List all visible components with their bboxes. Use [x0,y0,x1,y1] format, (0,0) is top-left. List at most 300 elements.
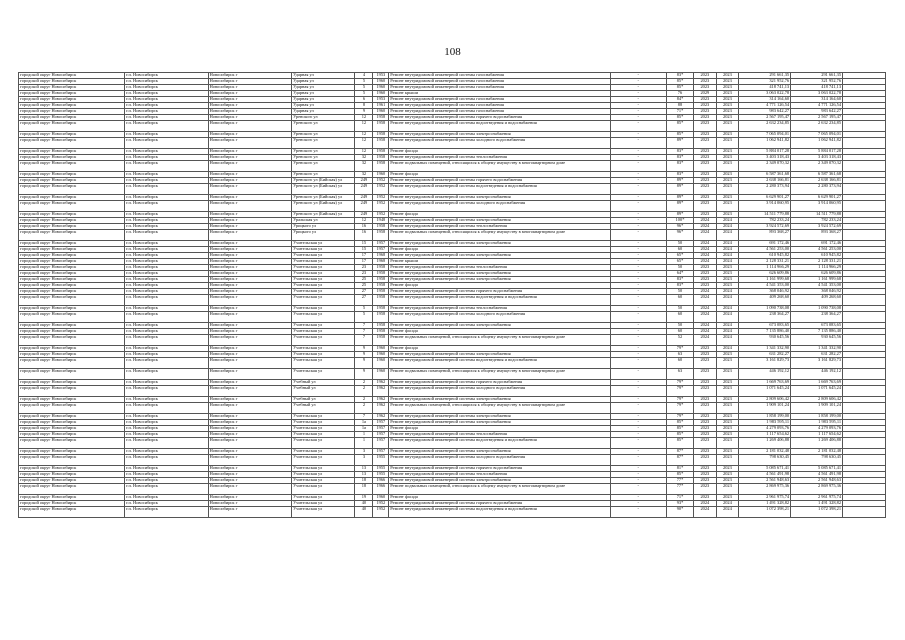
cost-total-cell: 1 983 595,11 [739,420,791,426]
year-end-cell: 2023 [716,109,739,115]
table-row [19,455,886,466]
settlement-cell: г.п. Новосибирск [125,432,209,438]
house-cell: 7 [355,414,373,420]
cost-fund-cell: 3 914 060,95 [791,201,843,212]
year-built-cell: 1958 [373,265,389,271]
wear-cell: 93* [666,501,693,507]
house-cell: 23 [355,271,373,277]
cost-total-cell: 5 085 671,41 [739,466,791,472]
year-built-cell: 1962 [373,380,389,386]
municipality-cell: городской округ Новосибирск [19,295,125,306]
year-end-cell: 2024 [716,224,739,230]
year-end-cell: 2024 [716,253,739,259]
year-built-cell: 1962 [373,386,389,397]
year-start-cell: 2023 [694,103,717,109]
locality-cell: Новосибирск г [208,115,292,121]
work-type-cell: Ремонт фасада [389,495,610,501]
locality-cell: Новосибирск г [208,346,292,352]
extra-cell [843,295,886,306]
work-type-cell: Ремонт внутридомовой инженерной системы газоснабжения [389,109,610,115]
wear-cell: 79* [666,397,693,403]
cost-fund-cell: 6 587 361,68 [791,172,843,178]
cost-fund-cell: 291 661,35 [791,73,843,79]
work-type-cell: Ремонт внутридомовой инженерной системы горячего водоснабжения [389,115,610,121]
dash-cell: - [610,466,666,472]
year-start-cell: 2023 [694,403,717,414]
dash-cell: - [610,507,666,518]
extra-cell [843,184,886,195]
dash-cell: - [610,230,666,241]
year-end-cell: 2023 [716,195,739,201]
municipality-cell: городской округ Новосибирск [19,414,125,420]
settlement-cell: г.п. Новосибирск [125,289,209,295]
cost-total-cell: 1 114 966,29 [739,265,791,271]
cost-total-cell: 4 561 253,00 [739,247,791,253]
street-cell: Учительская ул [292,478,355,484]
year-start-cell: 2023 [694,195,717,201]
street-cell: Учебный ул [292,403,355,414]
work-type-cell: Ремонт внутридомовой инженерной системы теплоснабжения [389,432,610,438]
year-built-cell: 1958 [373,230,389,241]
street-cell: Учительская ул [292,352,355,358]
house-cell: 5 [355,85,373,91]
work-type-cell: Ремонт внутридомовой инженерной системы холодного водоснабжения [389,138,610,149]
year-start-cell: 2024 [694,289,717,295]
wear-cell: 85* [666,438,693,449]
settlement-cell: г.п. Новосибирск [125,259,209,265]
house-cell: 27 [355,295,373,306]
cost-fund-cell: 4 561 253,00 [791,247,843,253]
locality-cell: Новосибирск г [208,103,292,109]
locality-cell: Новосибирск г [208,449,292,455]
cost-fund-cell: 4 561 491,98 [791,472,843,478]
extra-cell [843,121,886,132]
year-built-cell: 1961 [373,103,389,109]
dash-cell: - [610,397,666,403]
year-built-cell: 1968 [373,259,389,265]
wear-cell: 79* [666,386,693,397]
house-cell: 27 [355,289,373,295]
year-start-cell: 2024 [694,501,717,507]
cost-fund-cell: 418 741,13 [791,85,843,91]
year-built-cell: 1955 [373,472,389,478]
year-built-cell: 1957 [373,247,389,253]
work-type-cell: Ремонт внутридомовой инженерной системы газоснабжения [389,97,610,103]
wear-cell: 89* [666,212,693,218]
year-start-cell: 2023 [694,184,717,195]
settlement-cell: г.п. Новосибирск [125,97,209,103]
year-end-cell: 2023 [716,455,739,466]
extra-cell [843,455,886,466]
year-start-cell: 2023 [694,495,717,501]
settlement-cell: г.п. Новосибирск [125,277,209,283]
dash-cell: - [610,438,666,449]
locality-cell: Новосибирск г [208,386,292,397]
locality-cell: Новосибирск г [208,466,292,472]
work-type-cell: Ремонт подвальных помещений, относящихся к общему имуществу в многоквартирном доме [389,403,610,414]
cost-total-cell: 1 072 398,21 [739,507,791,518]
cost-fund-cell: 1 909 101,24 [791,403,843,414]
cost-total-cell: 691 172,46 [739,241,791,247]
work-type-cell: Ремонт внутридомовой инженерной системы холодного водоснабжения [389,201,610,212]
settlement-cell: г.п. Новосибирск [125,403,209,414]
year-end-cell: 2023 [716,472,739,478]
street-cell: Учительская ул [292,369,355,380]
settlement-cell: г.п. Новосибирск [125,438,209,449]
year-start-cell: 2023 [694,426,717,432]
cost-total-cell: 3 403 318,43 [739,155,791,161]
year-built-cell: 1966 [373,478,389,484]
dash-cell: - [610,335,666,346]
work-type-cell: Ремонт внутридомовой инженерной системы электроснабжения [389,414,610,420]
settlement-cell: г.п. Новосибирск [125,85,209,91]
street-cell: Учительская ул [292,426,355,432]
settlement-cell: г.п. Новосибирск [125,218,209,224]
work-type-cell: Ремонт внутридомовой инженерной системы водоотведения и водоснабжения [389,121,610,132]
cost-total-cell: 7 135 886,40 [739,329,791,335]
locality-cell: Новосибирск г [208,91,292,97]
cost-fund-cell: 2 181 032,48 [791,449,843,455]
municipality-cell: городской округ Новосибирск [19,97,125,103]
locality-cell: Новосибирск г [208,277,292,283]
year-built-cell: 1958 [373,224,389,230]
cost-total-cell: 983 642,27 [739,109,791,115]
locality-cell: Новосибирск г [208,403,292,414]
year-start-cell: 2024 [694,241,717,247]
year-start-cell: 2023 [694,478,717,484]
settlement-cell: г.п. Новосибирск [125,323,209,329]
street-cell: Учительская ул [292,271,355,277]
wear-cell: 85* [666,420,693,426]
cost-total-cell: 409 268,60 [739,295,791,306]
year-end-cell: 2023 [716,91,739,97]
settlement-cell: г.п. Новосибирск [125,271,209,277]
municipality-cell: городской округ Новосибирск [19,426,125,432]
year-built-cell: 1952 [373,212,389,218]
cost-total-cell: 3 914 060,95 [739,201,791,212]
cost-total-cell: 798 630,45 [739,455,791,466]
cost-fund-cell: 2 561 948,63 [791,478,843,484]
year-end-cell: 2024 [716,259,739,265]
year-end-cell: 2023 [716,484,739,495]
dash-cell: - [610,478,666,484]
settlement-cell: г.п. Новосибирск [125,484,209,495]
dash-cell: - [610,121,666,132]
cost-total-cell: 893 368,27 [739,230,791,241]
settlement-cell: г.п. Новосибирск [125,466,209,472]
work-type-cell: Ремонт внутридомовой инженерной системы водоотведения и водоснабжения [389,507,610,518]
year-start-cell: 2023 [694,369,717,380]
settlement-cell: г.п. Новосибирск [125,172,209,178]
year-start-cell: 2023 [694,432,717,438]
cost-fund-cell: 1 491 328,82 [791,501,843,507]
house-cell: 7 [355,329,373,335]
cost-total-cell: 2 632 234,85 [739,121,791,132]
house-cell: 13 [355,466,373,472]
year-start-cell: 2023 [694,346,717,352]
wear-cell: 89* [666,201,693,212]
municipality-cell: городской округ Новосибирск [19,329,125,335]
year-built-cell: 1960 [373,358,389,369]
cost-fund-cell: 2 632 234,85 [791,121,843,132]
year-start-cell: 2024 [694,295,717,306]
year-end-cell: 2023 [716,271,739,277]
work-type-cell: Ремонт внутридомовой инженерной системы электроснабжения [389,449,610,455]
wear-cell: 89* [666,138,693,149]
extra-cell [843,161,886,172]
dash-cell: - [610,501,666,507]
year-built-cell: 1953 [373,97,389,103]
table-row [19,312,886,323]
house-cell: 17 [355,253,373,259]
year-end-cell: 2023 [716,380,739,386]
street-cell: Учительская ул [292,329,355,335]
table-row [19,358,886,369]
house-cell: 249 [355,195,373,201]
municipality-cell: городской округ Новосибирск [19,138,125,149]
cost-fund-cell: 3 403 318,43 [791,155,843,161]
year-end-cell: 2024 [716,335,739,346]
cost-total-cell: 3 063 022,78 [739,91,791,97]
year-start-cell: 2023 [694,178,717,184]
locality-cell: Новосибирск г [208,484,292,495]
municipality-cell: городской округ Новосибирск [19,358,125,369]
street-cell: Учительская ул [292,323,355,329]
settlement-cell: г.п. Новосибирск [125,201,209,212]
wear-cell: 89* [666,178,693,184]
wear-cell: 83* [666,155,693,161]
municipality-cell: городской округ Новосибирск [19,253,125,259]
extra-cell [843,230,886,241]
year-built-cell: 1955 [373,466,389,472]
municipality-cell: городской округ Новосибирск [19,403,125,414]
cost-fund-cell: 1 858 199,00 [791,414,843,420]
wear-cell: 83* [666,161,693,172]
year-end-cell: 2023 [716,495,739,501]
street-cell: Ударная ул [292,85,355,91]
year-end-cell: 2024 [716,247,739,253]
cost-total-cell: 6 629 901,27 [739,195,791,201]
cost-total-cell: 1 090 738,08 [739,306,791,312]
municipality-cell: городской округ Новосибирск [19,115,125,121]
municipality-cell: городской округ Новосибирск [19,420,125,426]
house-cell: 1а [355,426,373,432]
cost-fund-cell: 610 945,82 [791,253,843,259]
wear-cell: 71* [666,109,693,115]
year-end-cell: 2024 [716,289,739,295]
settlement-cell: г.п. Новосибирск [125,414,209,420]
house-cell: 12 [355,132,373,138]
cost-total-cell: 1 269 406,88 [739,438,791,449]
dash-cell: - [610,306,666,312]
dash-cell: - [610,184,666,195]
work-type-cell: Ремонт внутридомовой инженерной системы теплоснабжения [389,224,610,230]
house-cell: 16 [355,230,373,241]
cost-fund-cell: 2 869 975,36 [791,484,843,495]
year-built-cell: 1960 [373,91,389,97]
locality-cell: Новосибирск г [208,195,292,201]
year-start-cell: 2029 [694,91,717,97]
settlement-cell: г.п. Новосибирск [125,241,209,247]
municipality-cell: городской округ Новосибирск [19,380,125,386]
cost-fund-cell: 3 924 572,69 [791,224,843,230]
street-cell: Учебный ул [292,397,355,403]
municipality-cell: городской округ Новосибирск [19,230,125,241]
house-cell: 1а [355,420,373,426]
work-type-cell: Ремонт внутридомовой инженерной системы электроснабжения [389,253,610,259]
cost-fund-cell: 673 083,65 [791,323,843,329]
house-cell: 8 [355,103,373,109]
year-end-cell: 2023 [716,138,739,149]
locality-cell: Новосибирск г [208,172,292,178]
cost-total-cell: 321 952,76 [739,79,791,85]
wear-cell: 90* [666,507,693,518]
cost-total-cell: 4 771 126,54 [739,103,791,109]
wear-cell: 96* [666,224,693,230]
year-built-cell: 1958 [373,289,389,295]
settlement-cell: г.п. Новосибирск [125,230,209,241]
cost-fund-cell: 5 085 671,41 [791,466,843,472]
house-cell: 32 [355,172,373,178]
cost-fund-cell: 798 630,45 [791,455,843,466]
street-cell: Уренского ул [292,132,355,138]
house-cell: 12 [355,121,373,132]
cost-total-cell: 782 233,24 [739,218,791,224]
cost-fund-cell: 1 114 966,29 [791,265,843,271]
work-type-cell: Ремонт внутридомовой инженерной системы электроснабжения [389,478,610,484]
year-built-cell: 1958 [373,115,389,121]
municipality-cell: городской округ Новосибирск [19,432,125,438]
house-cell: 12 [355,149,373,155]
year-built-cell: 1957 [373,420,389,426]
work-type-cell: Ремонт внутридомовой инженерной системы теплоснабжения [389,265,610,271]
street-cell: Учебный ул [292,380,355,386]
house-cell: 2 [355,380,373,386]
wear-cell: 96* [666,230,693,241]
dash-cell: - [610,323,666,329]
house-cell: 25 [355,283,373,289]
year-start-cell: 2024 [694,224,717,230]
locality-cell: Новосибирск г [208,201,292,212]
house-cell: 9 [355,352,373,358]
wear-cell: 65* [666,253,693,259]
locality-cell: Новосибирск г [208,420,292,426]
cost-fund-cell: 1 341 332,90 [791,346,843,352]
settlement-cell: г.п. Новосибирск [125,195,209,201]
table-row [19,507,886,518]
wear-cell: 60 [666,247,693,253]
year-built-cell: 1958 [373,132,389,138]
cost-total-cell: 2 638 166,81 [739,178,791,184]
house-cell: 1 [355,432,373,438]
wear-cell: 60 [666,358,693,369]
cost-total-cell: 1 161 999,68 [739,277,791,283]
settlement-cell: г.п. Новосибирск [125,449,209,455]
street-cell: Учительская ул [292,247,355,253]
house-cell: 23 [355,265,373,271]
work-type-cell: Ремонт внутридомовой инженерной системы водоотведения и водоснабжения [389,184,610,195]
locality-cell: Новосибирск г [208,369,292,380]
cost-total-cell: 626 609,86 [739,271,791,277]
street-cell: Учительская ул [292,358,355,369]
municipality-cell: городской округ Новосибирск [19,132,125,138]
wear-cell: 100* [666,218,693,224]
year-built-cell: 1960 [373,85,389,91]
municipality-cell: городской округ Новосибирск [19,369,125,380]
street-cell: Урицкого ул [292,224,355,230]
year-start-cell: 2023 [694,79,717,85]
municipality-cell: городской округ Новосибирск [19,149,125,155]
locality-cell: Новосибирск г [208,329,292,335]
settlement-cell: г.п. Новосибирск [125,132,209,138]
work-type-cell: Ремонт внутридомовой инженерной системы горячего водоснабжения [389,289,610,295]
cost-total-cell: 3 924 572,69 [739,224,791,230]
locality-cell: Новосибирск г [208,218,292,224]
street-cell: Уренского ул (Бийская) ул [292,201,355,212]
house-cell: 1 [355,438,373,449]
street-cell: Ударная ул [292,103,355,109]
extra-cell [843,386,886,397]
year-built-cell: 1968 [373,253,389,259]
house-cell: 2 [355,403,373,414]
wear-cell: 83* [666,172,693,178]
year-start-cell: 2023 [694,201,717,212]
settlement-cell: г.п. Новосибирск [125,335,209,346]
street-cell: Ударная ул [292,91,355,97]
locality-cell: Новосибирск г [208,352,292,358]
settlement-cell: г.п. Новосибирск [125,369,209,380]
dash-cell: - [610,420,666,426]
year-built-cell: 1958 [373,271,389,277]
locality-cell: Новосибирск г [208,212,292,218]
work-type-cell: Ремонт внутридомовой инженерной системы газоснабжения [389,79,610,85]
year-built-cell: 1953 [373,73,389,79]
cost-total-cell: 446 192,12 [739,369,791,380]
cost-total-cell: 3 161 829,73 [739,358,791,369]
street-cell: Учительская ул [292,438,355,449]
year-end-cell: 2024 [716,507,739,518]
extra-cell [843,438,886,449]
street-cell: Учительская ул [292,312,355,323]
year-end-cell: 2023 [716,283,739,289]
municipality-cell: городской округ Новосибирск [19,178,125,184]
municipality-cell: городской округ Новосибирск [19,265,125,271]
cost-total-cell: 2 128 331,21 [739,259,791,265]
dash-cell: - [610,247,666,253]
year-end-cell: 2024 [716,295,739,306]
house-cell: 9 [355,369,373,380]
dash-cell: - [610,283,666,289]
municipality-cell: городской округ Новосибирск [19,478,125,484]
dash-cell: - [610,73,666,79]
house-cell: 5 [355,79,373,85]
year-built-cell: 1966 [373,484,389,495]
wear-cell: 79* [666,346,693,352]
year-built-cell: 1958 [373,335,389,346]
year-start-cell: 2023 [694,283,717,289]
table-body [19,73,886,518]
year-end-cell: 2023 [716,212,739,218]
street-cell: Учительская ул [292,346,355,352]
municipality-cell: городской округ Новосибирск [19,495,125,501]
year-start-cell: 2023 [694,455,717,466]
house-cell: 5 [355,91,373,97]
work-type-cell: Ремонт внутридомовой инженерной системы газоснабжения [389,103,610,109]
year-start-cell: 2023 [694,149,717,155]
work-type-cell: Ремонт внутридомовой инженерной системы водоотведения и водоснабжения [389,358,610,369]
street-cell: Учительская ул [292,501,355,507]
cost-fund-cell: 7 065 094,01 [791,132,843,138]
